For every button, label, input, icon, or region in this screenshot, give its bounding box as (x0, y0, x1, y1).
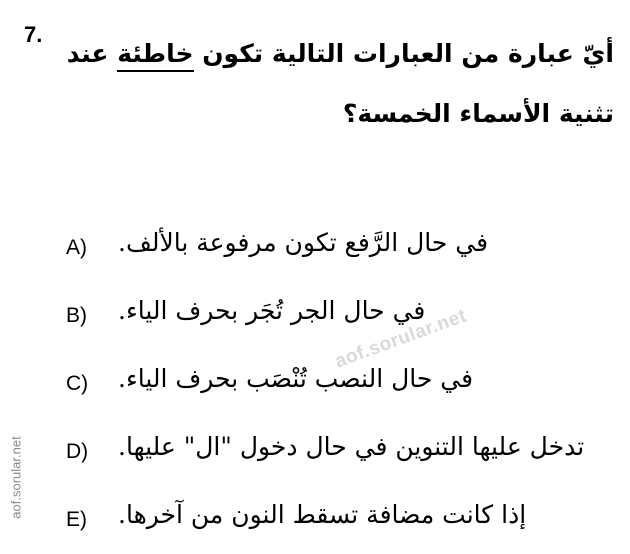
option-letter: A) (66, 236, 87, 259)
option-c[interactable] (0, 358, 630, 418)
option-letter: D) (66, 440, 89, 463)
option-letter: B) (66, 304, 87, 327)
side-watermark: aof.sorular.net (8, 436, 24, 519)
option-text: تدخل عليها التنوين في حال دخول "ال" عليها. (118, 432, 585, 461)
option-text: في حال النصب تُنْصَب بحرف الياء. (118, 364, 474, 393)
option-a[interactable] (0, 222, 630, 282)
stem-underlined-word: خاطئة (117, 39, 193, 72)
question-number: 7. (24, 22, 43, 47)
stem-text-before: أيّ عبارة من العبارات التالية تكون (193, 39, 614, 68)
option-b[interactable] (0, 290, 630, 350)
question-stem (66, 24, 614, 144)
option-letter: E) (66, 508, 87, 531)
stem-text-after: عند تثنية الأسماء الخمسة؟ (66, 39, 614, 128)
option-letter: C) (66, 372, 89, 395)
option-text: في حال الرَّفع تكون مرفوعة بالألف. (118, 228, 489, 257)
site-watermark: aof.sorular.net (332, 305, 470, 373)
option-d[interactable] (0, 426, 630, 486)
option-text: إذا كانت مضافة تسقط النون من آخرها. (118, 500, 527, 529)
option-e[interactable] (0, 494, 630, 554)
option-text: في حال الجر تُجَر بحرف الياء. (118, 296, 426, 325)
